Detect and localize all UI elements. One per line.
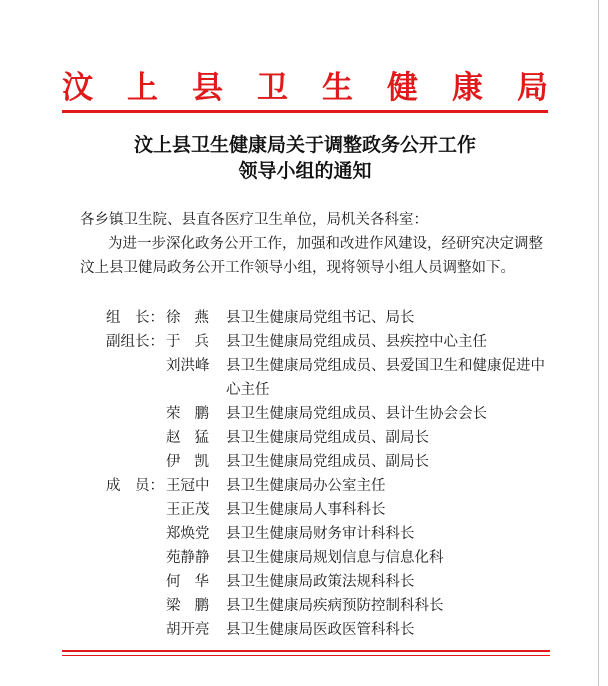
member-role: 副组长：	[106, 334, 164, 350]
member-name: 王冠中	[166, 478, 210, 494]
member-row	[80, 618, 560, 642]
letterhead-char: 健	[387, 70, 418, 106]
footer-rule	[62, 650, 550, 652]
letterhead-rule	[62, 110, 548, 113]
letterhead-char: 康	[452, 70, 483, 106]
letterhead-char: 县	[192, 70, 223, 106]
member-list	[80, 306, 560, 642]
member-name: 徐燕	[166, 310, 223, 326]
document-title	[62, 132, 548, 184]
member-post: 县卫生健康局党组成员、县疾控中心主任	[226, 334, 487, 350]
member-name: 于兵	[166, 334, 223, 350]
member-role: 组 长：	[106, 310, 164, 326]
letterhead-char: 汶	[62, 70, 93, 106]
member-post: 县卫生健康局党组成员、县爱国卫生和健康促进中心主任	[226, 358, 545, 398]
member-row	[80, 498, 560, 522]
member-post: 县卫生健康局医政医管科科长	[226, 622, 415, 638]
member-post: 县卫生健康局疾病预防控制科科长	[226, 598, 444, 614]
member-name: 苑静静	[166, 550, 210, 566]
title-line-2: 领导小组的通知	[238, 160, 372, 182]
member-role: 成 员：	[106, 478, 164, 494]
member-name: 梁鹏	[166, 598, 223, 614]
member-row	[80, 354, 560, 402]
member-row	[80, 306, 560, 330]
member-post: 县卫生健康局人事科科长	[226, 502, 386, 518]
member-name: 伊凯	[166, 454, 223, 470]
member-post: 县卫生健康局党组成员、县计生协会会长	[226, 406, 487, 422]
member-post: 县卫生健康局政策法规科科长	[226, 574, 415, 590]
member-post: 县卫生健康局规划信息与信息化科	[226, 550, 444, 566]
page-edge	[598, 0, 599, 686]
member-row	[80, 570, 560, 594]
body-paragraph	[80, 232, 550, 280]
member-row	[80, 546, 560, 570]
member-post: 县卫生健康局办公室主任	[226, 478, 386, 494]
member-row	[80, 522, 560, 546]
letterhead-char: 生	[322, 70, 353, 106]
member-row	[80, 426, 560, 450]
member-row	[80, 330, 560, 354]
member-name: 刘洪峰	[166, 358, 210, 374]
member-name: 赵猛	[166, 430, 223, 446]
member-post: 县卫生健康局党组成员、副局长	[226, 430, 429, 446]
member-post: 县卫生健康局财务审计科科长	[226, 526, 415, 542]
member-row	[80, 474, 560, 498]
title-line-1: 汶上县卫生健康局关于调整政务公开工作	[133, 134, 476, 156]
footer-rule-thin	[62, 655, 550, 656]
member-post: 县卫生健康局党组成员、副局长	[226, 454, 429, 470]
paragraph-text: 为进一步深化政务公开工作，加强和改进作风建设，经研究决定调整汶上县卫健局政务公开工作领导小组，现将领导小组人员调整如下。	[80, 236, 543, 276]
letterhead-char: 局	[517, 70, 548, 106]
member-name: 荣鹏	[166, 406, 223, 422]
member-name: 王正茂	[166, 502, 210, 518]
letterhead	[62, 66, 548, 112]
member-row	[80, 402, 560, 426]
member-post: 县卫生健康局党组书记、局长	[226, 310, 415, 326]
letterhead-title	[62, 70, 548, 106]
member-name: 何华	[166, 574, 223, 590]
letterhead-char: 上	[127, 70, 158, 106]
member-row	[80, 450, 560, 474]
member-row	[80, 594, 560, 618]
letterhead-char: 卫	[257, 70, 288, 106]
member-name: 郑焕党	[166, 526, 210, 542]
member-name: 胡开亮	[166, 622, 210, 638]
addressee: 各乡镇卫生院、县直各医疗卫生单位，局机关各科室：	[80, 212, 428, 228]
